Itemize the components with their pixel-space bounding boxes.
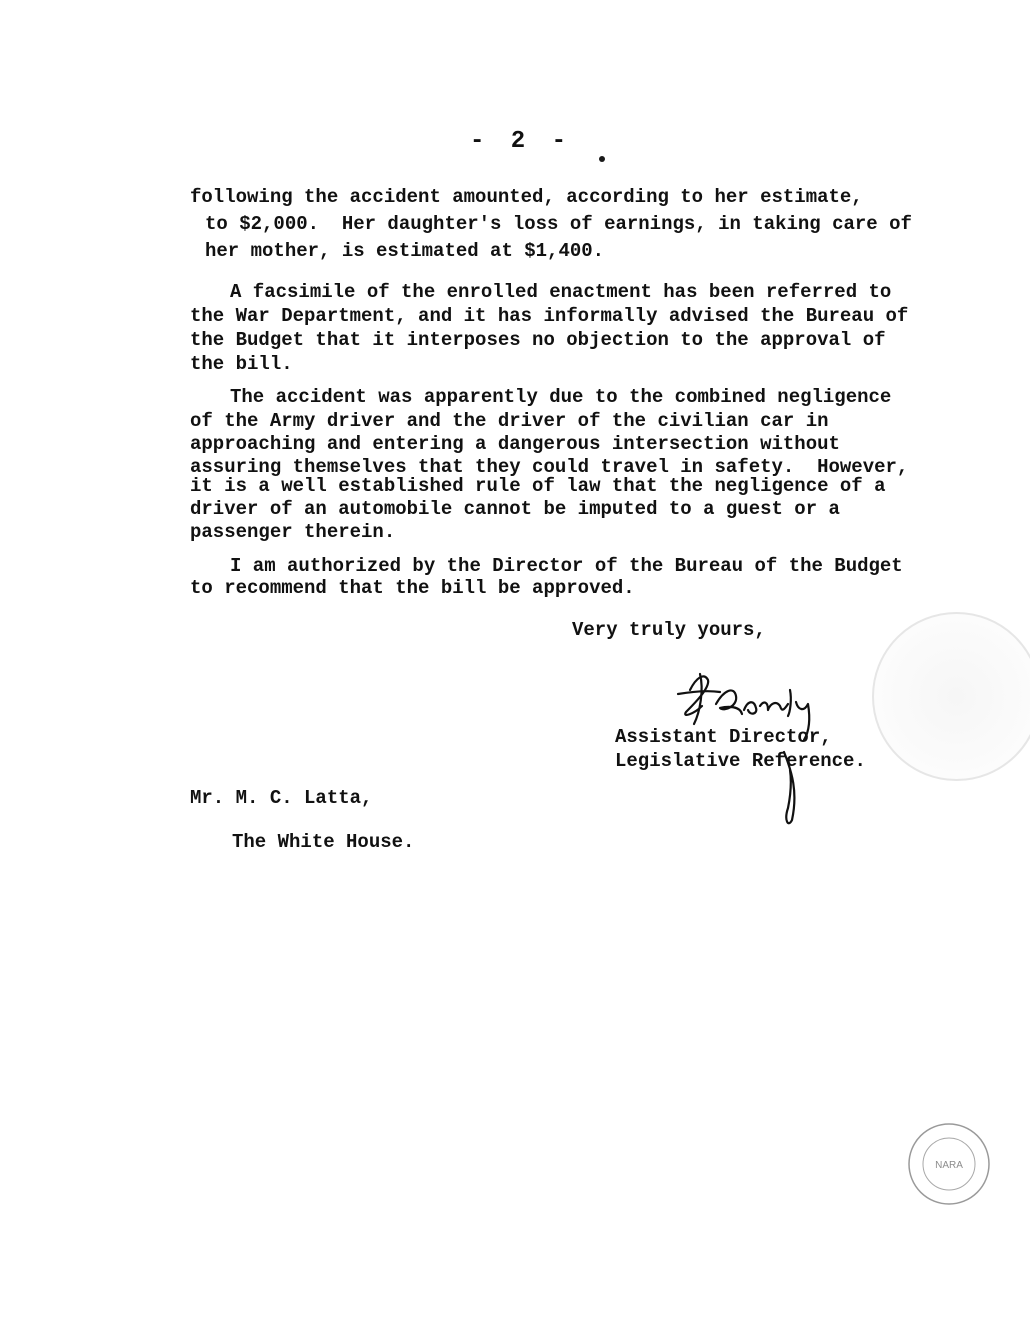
embossed-seal xyxy=(872,612,1030,781)
signatory-title-line-2: Legislative Reference. xyxy=(615,750,866,772)
recipient-location: The White House. xyxy=(232,831,415,853)
recipient-name: Mr. M. C. Latta, xyxy=(190,787,373,809)
paragraph-2-line-3: the Budget that it interposes no objection to the approval of xyxy=(190,329,886,351)
nara-label: NARA xyxy=(935,1160,963,1171)
paragraph-2-line-4: the bill. xyxy=(190,353,293,375)
paragraph-3-line-1: The accident was apparently due to the combined negligence xyxy=(230,386,892,408)
paragraph-2-line-1: A facsimile of the enrolled enactment has been referred to xyxy=(230,281,892,303)
paragraph-3-line-3: approaching and entering a dangerous intersection without xyxy=(190,433,840,455)
signatory-title xyxy=(615,725,866,773)
paragraph-2-line-2: the War Department, and it has informally advised the Bureau of xyxy=(190,305,909,327)
paragraph-4-line-2: to recommend that the bill be approved. xyxy=(190,577,635,599)
paragraph-1-line-1: following the accident amounted, according to her estimate, xyxy=(190,186,863,208)
paragraph-3-line-4: assuring themselves that they could travel in safety. However, xyxy=(190,456,909,478)
paragraph-1-line-2: to $2,000. Her daughter's loss of earnings, in taking care of xyxy=(205,213,912,235)
paragraph-4-line-1: I am authorized by the Director of the Bureau of the Budget xyxy=(230,555,903,577)
library-seal-stamp xyxy=(905,1120,993,1208)
paragraph-3-line-5: it is a well established rule of law that the negligence of a xyxy=(190,475,886,497)
paragraph-1-line-3: her mother, is estimated at $1,400. xyxy=(205,240,605,262)
page-number: - 2 - xyxy=(470,128,573,155)
ink-speck xyxy=(599,156,605,162)
paragraph-3-line-6: driver of an automobile cannot be imputed to a guest or a xyxy=(190,498,840,520)
paragraph-3-line-2: of the Army driver and the driver of the civilian car in xyxy=(190,410,829,432)
closing-salutation: Very truly yours, xyxy=(572,619,766,641)
paragraph-3-line-7: passenger therein. xyxy=(190,521,396,543)
signatory-title-line-1: Assistant Director, xyxy=(615,726,832,748)
